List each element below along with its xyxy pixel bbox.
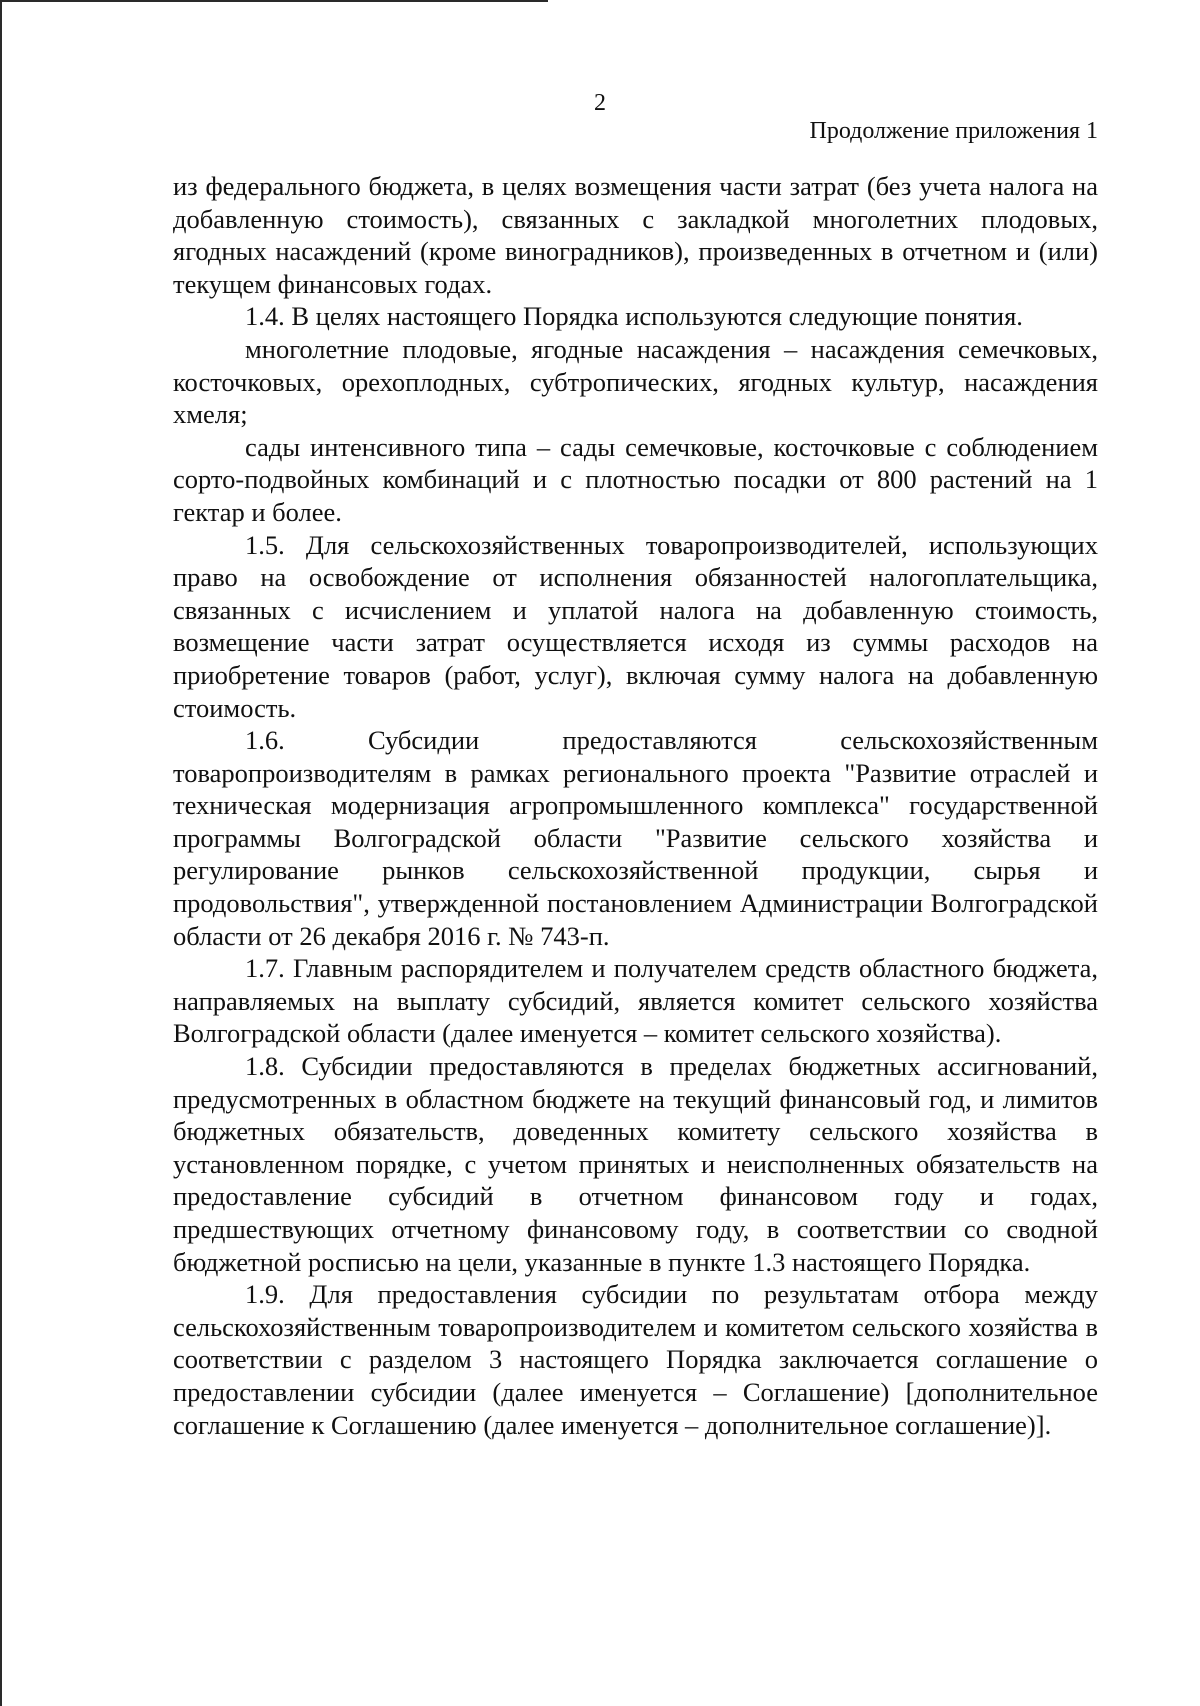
paragraph-1-8: 1.8. Субсидии предоставляются в пределах бюджетных ассигнований, предусмотренных в областном бюджете на текущий финансовый год, и лимитов бюджетных обязательств, доведенных комитету сельского хозяйства в установленном порядке, с учетом принятых и неисполненных обязательств на предоставление субсидий в отчетном финансовом году и годах, предшествующих отчетному финансовому году, в соответствии со сводной бюджетной росписью на цели, указанные в пункте 1.3 настоящего Порядка. <box>173 1051 1098 1277</box>
paragraph-1-9: 1.9. Для предоставления субсидии по результатам отбора между сельскохозяйственным товаропроизводителем и комитетом сельского хозяйства в соответствии с разделом 3 настоящего Порядка заключается соглашение о предоставлении субсидии (далее именуется – Соглашение) [дополнительное соглашение к Соглашению (далее именуется – дополнительное соглашение)]. <box>173 1279 1098 1440</box>
paragraph-1-6: 1.6. Субсидии предоставляются сельскохозяйственным товаропроизводителям в рамках регионального проекта "Развитие отраслей и техническая модернизация агропромышленного комплекса" государственной программы Волгоградской области "Развитие сельского хозяйства и регулирование рынков сельскохозяйственной продукции, сырья и продовольствия", утвержденной постановлением Администрации Волгоградской области от 26 декабря 2016 г. № 743-п. <box>173 725 1098 951</box>
paragraph-1-5: 1.5. Для сельскохозяйственных товаропроизводителей, использующих право на освобождение от исполнения обязанностей налогоплательщика, связанных с исчислением и уплатой налога на добавленную стоимость, возмещение части затрат осуществляется исходя из суммы расходов на приобретение товаров (работ, услуг), включая сумму налога на добавленную стоимость. <box>173 529 1098 723</box>
definition-perennial-plantings: многолетние плодовые, ягодные насаждения – насаждения семечковых, косточковых, орехоплодных, субтропических, ягодных культур, насаждения хмеля; <box>173 333 1098 430</box>
paragraph-1-4: 1.4. В целях настоящего Порядка используются следующие понятия. <box>245 301 1023 332</box>
page-number: 2 <box>594 90 606 116</box>
paragraph-1-3-continued: из федерального бюджета, в целях возмещения части затрат (без учета налога на добавленную стоимость), связанных с закладкой многолетних плодовых, ягодных насаждений (кроме виноградников), произведенных в отчетном и (или) текущем финансовых годах. <box>173 171 1098 299</box>
scan-edge-left <box>0 0 2 1706</box>
definition-intensive-gardens: сады интенсивного типа – сады семечковые, косточковые с соблюдением сорто-подвойных комбинаций и с плотностью посадки от 800 растений на 1 гектар и более. <box>173 431 1098 527</box>
document-body <box>173 170 1098 1441</box>
scan-edge-top <box>0 0 548 2</box>
paragraph-1-7: 1.7. Главным распорядителем и получателем средств областного бюджета, направляемых на выплату субсидий, является комитет сельского хозяйства Волгоградской области (далее именуется – комитет сельского хозяйства). <box>173 953 1098 1049</box>
continuation-label: Продолжение приложения 1 <box>809 118 1098 144</box>
